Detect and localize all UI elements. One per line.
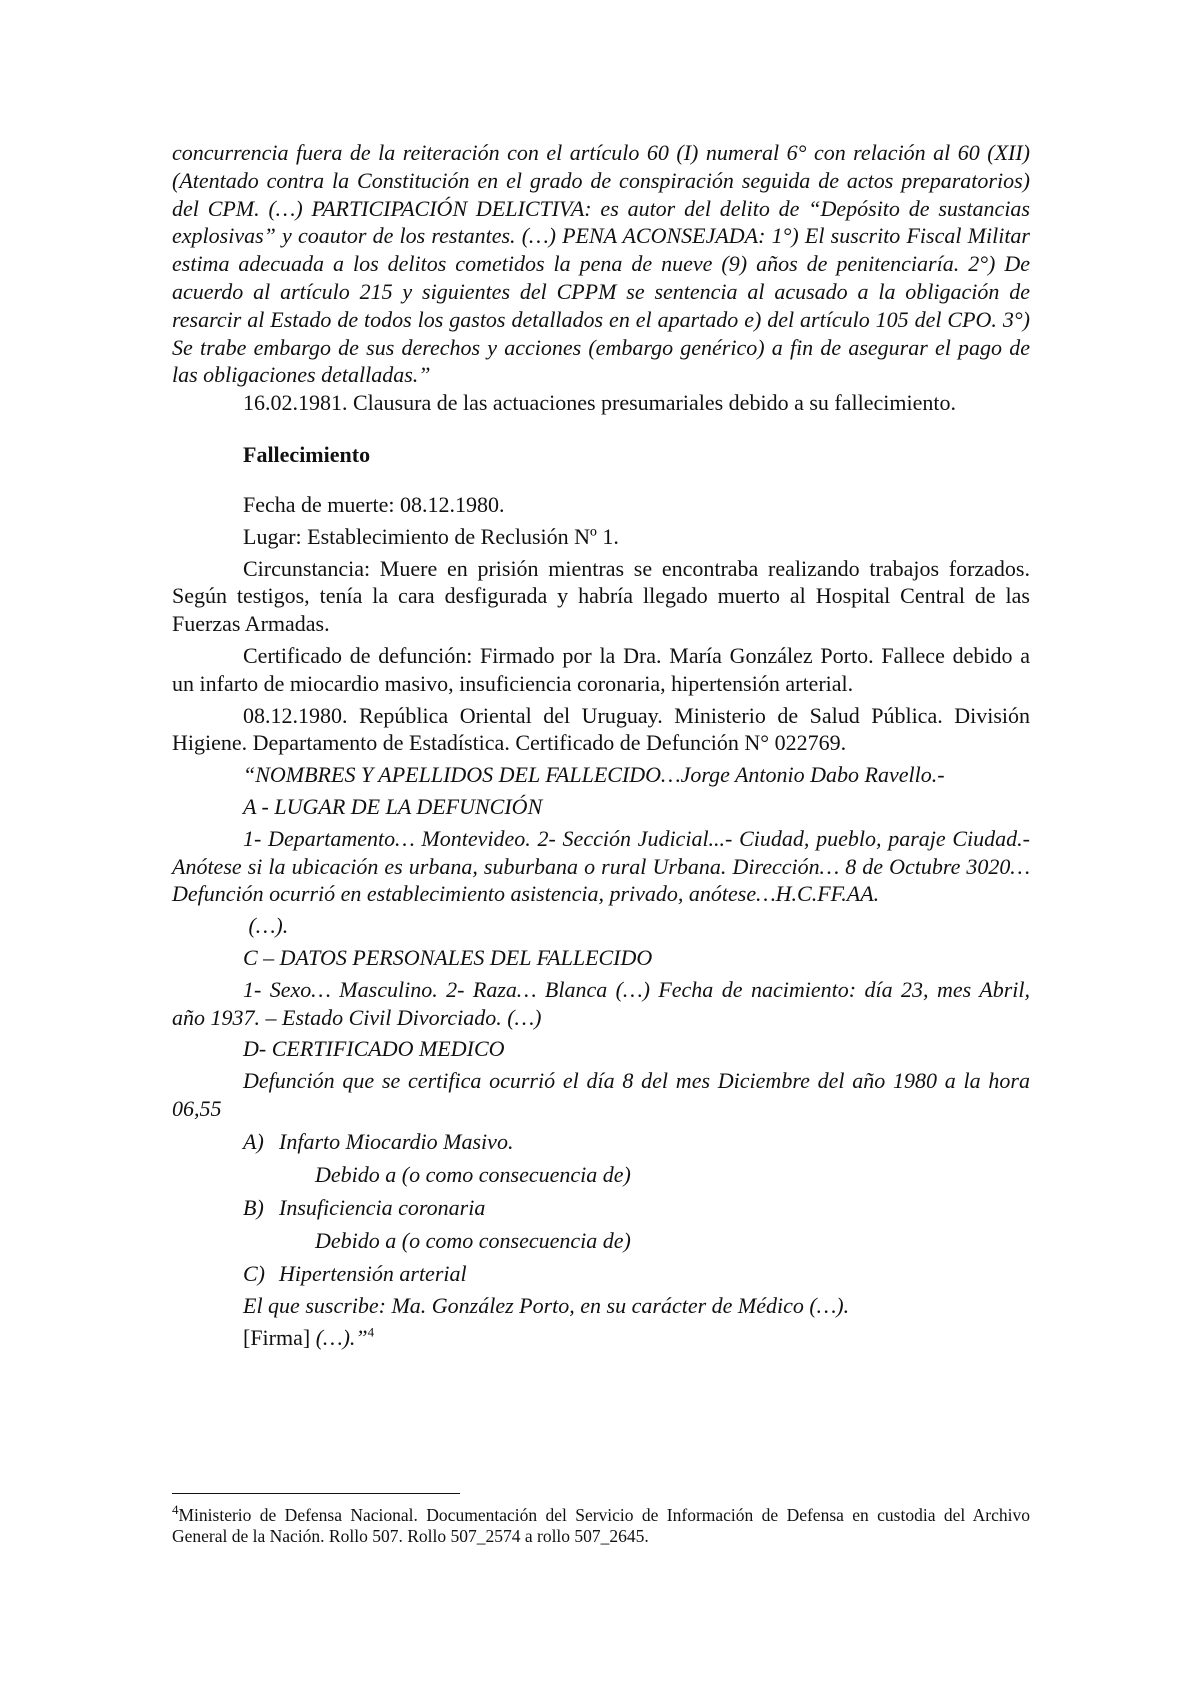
certificado-medico-heading: D- CERTIFICADO MEDICO [243, 1036, 505, 1062]
cause-label: C) [243, 1260, 265, 1286]
lugar-line: Lugar: Establecimiento de Reclusión Nº 1. [243, 523, 619, 549]
footnote-text: Ministerio de Defensa Nacional. Documentación del Servicio de Información de Defensa en custodia del Archivo General de la Nación. Rollo 507. Rollo 507_2574 a rollo 507_2645. [172, 1505, 1030, 1546]
quote-continuation-paragraph: concurrencia fuera de la reiteración con el artículo 60 (I) numeral 6° con relación al 60 (XII) (Atentado contra la Constitución en el grado de conspiración seguida de actos preparatorios) del CPM. (…) PARTICIPACIÓN DELICTIVA: es autor del delito de “Depósito de sustancias explosivas” y coautor de los restantes. (…) PENA ACONSEJADA: 1°) El suscrito Fiscal Militar estima adecuada a los delitos cometidos la pena de nueve (9) años de penitenciaría. 2°) De acuerdo al artículo 215 y siguientes del CPPM se sentencia al acusado a la obligación de resarcir al Estado de todos los gastos detallados en el apartado e) del artículo 105 del CPO. 3°) Se trabe embargo de sus derechos y acciones (embargo genérico) a fin de asegurar el pago de las obligaciones detalladas.” [172, 140, 1030, 388]
clausura-paragraph: 16.02.1981. Clausura de las actuaciones presumariales debido a su fallecimiento. [243, 390, 956, 416]
defuncion-certifica-paragraph: Defunción que se certifica ocurrió el día 8 del mes Diciembre del año 1980 a la hora 06,55 [172, 1068, 1030, 1121]
lugar-defuncion-heading: A - LUGAR DE LA DEFUNCIÓN [243, 793, 543, 819]
cause-text: Hipertensión arterial [279, 1260, 467, 1286]
cause-item-b [172, 1194, 1030, 1222]
nombres-line: “NOMBRES Y APELLIDOS DEL FALLECIDO…Jorge Antonio Dabo Ravello.- [243, 762, 945, 788]
firma-line [172, 1324, 1030, 1352]
firma-ellipsis: (…).” [310, 1324, 368, 1350]
datos-personales-heading: C – DATOS PERSONALES DEL FALLECIDO [243, 944, 653, 970]
cause-label: A) [243, 1128, 264, 1154]
cause-item-a [172, 1128, 1030, 1156]
firma-bracket: [Firma] [243, 1324, 311, 1350]
circunstancia-paragraph: Circunstancia: Muere en prisión mientras se encontraba realizando trabajos forzados. Según testigos, tenía la cara desfigurada y habría llegado muerto al Hospital Central de las Fuerzas Armadas. [172, 555, 1030, 637]
debido-line: Debido a (o como consecuencia de) [315, 1227, 631, 1253]
footnote [172, 1502, 1030, 1547]
cause-item-c [172, 1260, 1030, 1288]
republica-paragraph: 08.12.1980. República Oriental del Uruguay. Ministerio de Salud Pública. División Higiene. Departamento de Estadística. Certificado de Defunción N° 022769. [172, 702, 1030, 756]
sexo-paragraph: 1- Sexo… Masculino. 2- Raza… Blanca (…) Fecha de nacimiento: día 23, mes Abril, año 1937. – Estado Civil Divorciado. (…) [172, 976, 1030, 1030]
departamento-paragraph: 1- Departamento… Montevideo. 2- Sección Judicial...- Ciudad, pueblo, paraje Ciudad.- Anótese si la ubicación es urbana, suburbana o rural Urbana. Dirección… 8 de Octubre 3020… Defunción ocurrió en establecimiento asistencia, privado, anótese…H.C.FF.AA. [172, 825, 1030, 907]
fecha-muerte-line: Fecha de muerte: 08.12.1980. [243, 491, 505, 517]
suscribe-line: El que suscribe: Ma. González Porto, en su carácter de Médico (…). [243, 1292, 850, 1318]
cause-label: B) [243, 1194, 264, 1220]
certificado-paragraph: Certificado de defunción: Firmado por la Dra. María González Porto. Fallece debido a un infarto de miocardio masivo, insuficiencia coronaria, hipertensión arterial. [172, 642, 1030, 696]
section-heading: Fallecimiento [243, 441, 371, 467]
ellipsis-line: (…). [243, 913, 289, 939]
cause-text: Insuficiencia coronaria [279, 1194, 486, 1220]
cause-text: Infarto Miocardio Masivo. [279, 1128, 514, 1154]
footnote-separator [172, 1493, 460, 1494]
footnote-number: 4 [172, 1502, 179, 1518]
footnote-reference: 4 [367, 1324, 375, 1340]
page-body [172, 139, 1030, 1351]
debido-line: Debido a (o como consecuencia de) [315, 1161, 631, 1187]
